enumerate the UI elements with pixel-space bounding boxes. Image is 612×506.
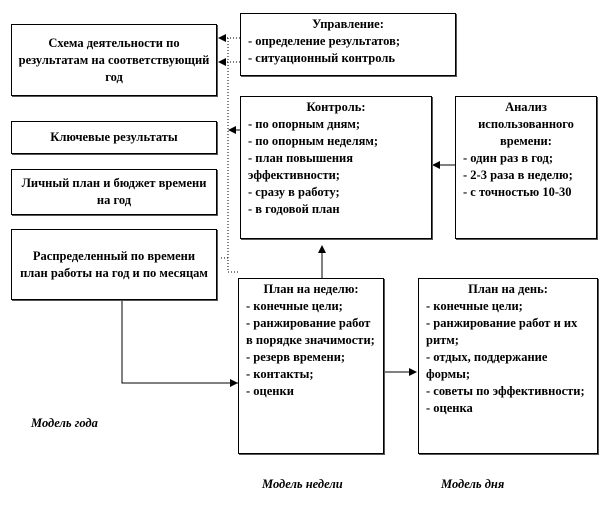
line-year-to-week	[122, 300, 238, 383]
week-plan-box	[238, 278, 384, 454]
control-item: - по опорным неделям;	[248, 134, 379, 148]
day-plan-box	[418, 278, 598, 454]
week-plan-title: План на неделю:	[263, 282, 359, 296]
management-item: - ситуационный контроль	[248, 51, 395, 65]
analysis-title: Анализ использованного времени:	[478, 100, 574, 148]
model-year-label: Модель года	[31, 416, 98, 430]
scheme-text: Схема деятельности по результатам на соответствующий год	[18, 35, 210, 84]
day-plan-title: План на день:	[468, 282, 548, 296]
analysis-item: - один раз в год;	[463, 151, 553, 165]
week-plan-item: - ранжирование работ в порядке значимости;	[246, 316, 375, 347]
key-results-text: Ключевые результаты	[50, 130, 178, 144]
week-plan-item: - конечные цели;	[246, 299, 343, 313]
analysis-box	[455, 96, 597, 239]
day-plan-item: - оценка	[426, 401, 473, 415]
week-plan-item: - контакты;	[246, 367, 314, 381]
management-item: - определение результатов;	[248, 34, 400, 48]
control-item: - сразу в работу;	[248, 185, 340, 199]
day-plan-item: - ранжирование работ и их ритм;	[426, 316, 578, 347]
control-item: - по опорным дням;	[248, 117, 361, 131]
analysis-item: - 2-3 раза в неделю;	[463, 168, 573, 182]
management-box	[240, 13, 456, 76]
key-results-box	[11, 121, 217, 154]
model-week-label: Модель недели	[262, 477, 343, 491]
day-plan-item: - отдых, поддержание формы;	[426, 350, 548, 381]
week-plan-item: - оценки	[246, 384, 294, 398]
day-plan-item: - конечные цели;	[426, 299, 523, 313]
model-day-label: Модель дня	[441, 477, 505, 491]
control-box	[240, 96, 432, 239]
personal-plan-box	[11, 169, 217, 215]
week-plan-item: - резерв времени;	[246, 350, 346, 364]
analysis-item: - с точностью 10-30	[463, 185, 572, 199]
scheme-box	[11, 24, 217, 96]
distributed-plan-text: Распределенный по времени план работы на год и по месяцам	[20, 248, 208, 280]
day-plan-item: - советы по эффективности;	[426, 384, 585, 398]
distributed-plan-box	[11, 229, 217, 300]
management-title: Управление:	[312, 17, 384, 31]
control-item: - в годовой план	[248, 202, 340, 216]
control-item: - план повышения эффективности;	[248, 151, 353, 182]
personal-plan-text: Личный план и бюджет времени на год	[21, 176, 207, 207]
control-title: Контроль:	[306, 100, 366, 114]
